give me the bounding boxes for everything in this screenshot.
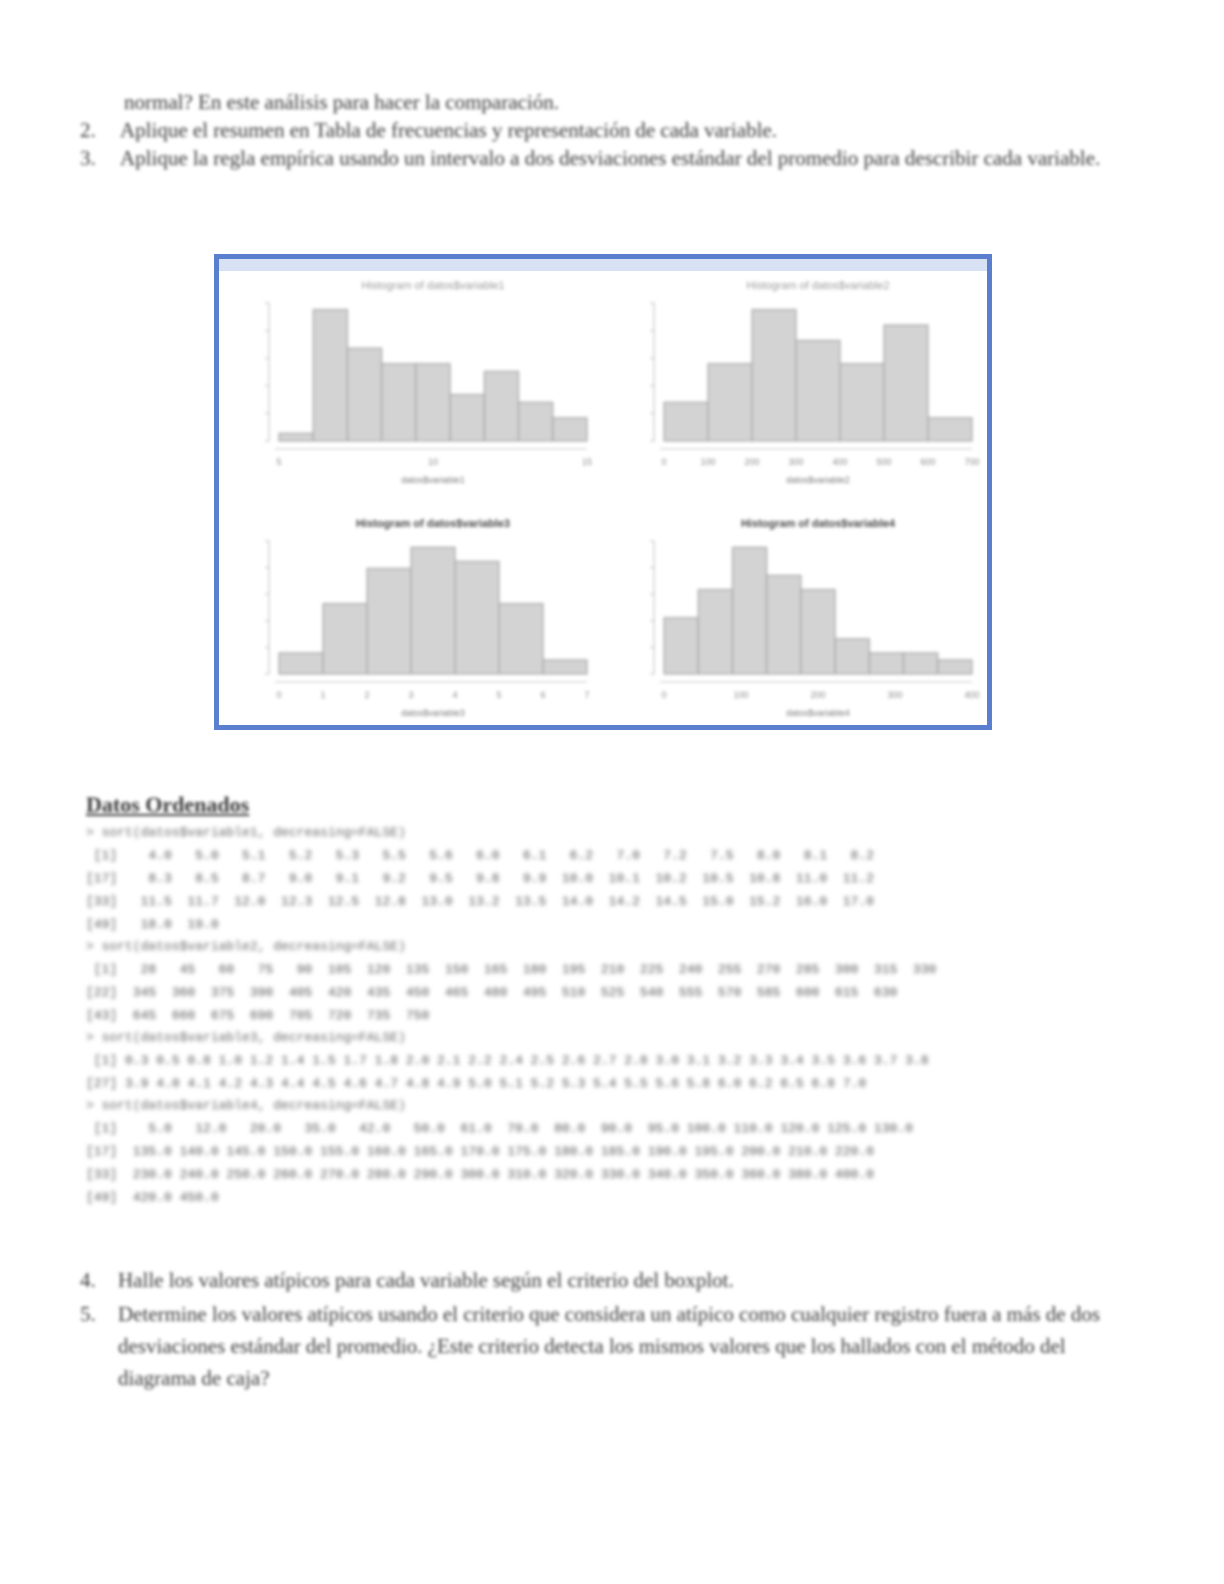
histogram-bar — [484, 371, 518, 441]
histogram-bar — [382, 364, 416, 441]
histogram-bar — [519, 402, 553, 441]
histogram-title: Histogram of datos$variable1 — [361, 280, 505, 292]
histogram-bar — [801, 590, 835, 674]
data-line: [33] 230.0 240.0 250.0 260.0 270.0 280.0 290.0 300.0 310.0 320.0 330.0 340.0 350.0 360.0 380.0 400.0 — [86, 1167, 874, 1182]
x-tick-label: 500 — [876, 457, 892, 467]
histogram-bar — [928, 418, 972, 441]
x-tick-label: 600 — [920, 457, 936, 467]
list-text: Halle los valores atípicos para cada variable según el criterio del boxplot. — [118, 1268, 734, 1292]
data-groups — [86, 822, 1046, 1209]
histogram-bar — [835, 639, 869, 674]
list-text: Determine los valores atípicos usando el criterio que considera un atípico como cualquier registro fuera a más de dos desviaciones estándar del promedio. ¿Este criterio detecta los mismos valores que los hallados con el método del diagrama de caja? — [118, 1302, 1100, 1390]
r-command: > sort(datos$variable2, decreasing=FALSE) — [86, 939, 406, 954]
data-line: [1] 4.0 5.0 5.1 5.2 5.3 5.5 5.6 6.0 6.1 6.2 7.0 7.2 7.5 8.0 8.1 8.2 — [86, 848, 874, 863]
instructions-bottom — [80, 1264, 1140, 1396]
data-line: [49] 18.0 19.0 — [86, 917, 219, 932]
x-axis-label: datos$variable1 — [401, 475, 465, 485]
histogram-bar — [752, 310, 796, 441]
x-tick-label: 0 — [661, 457, 667, 467]
x-tick-label: 700 — [964, 457, 980, 467]
x-tick-label: 200 — [810, 690, 826, 700]
x-tick-label: 400 — [832, 457, 848, 467]
histogram-bar — [499, 604, 543, 674]
x-axis-label: datos$variable2 — [786, 475, 850, 485]
histogram-bar — [664, 618, 698, 674]
x-tick-label: 100 — [700, 457, 716, 467]
data-line: [22] 345 360 375 390 405 420 435 450 465 480 495 510 525 540 555 570 585 600 615 630 — [86, 985, 898, 1000]
histogram-bar — [279, 433, 313, 441]
x-tick-label: 5 — [496, 690, 502, 700]
r-command: > sort(datos$variable3, decreasing=FALSE) — [86, 1030, 406, 1045]
data-line: [1] 0.3 0.5 0.8 1.0 1.2 1.4 1.5 1.7 1.8 2.0 2.1 2.2 2.4 2.5 2.6 2.7 2.8 3.0 3.1 3.2 3.3 3.4 3.5 3.6 3.7 3.8 — [86, 1053, 929, 1068]
data-line: [1] 28 45 60 75 90 105 120 135 150 165 180 195 210 225 240 255 270 285 300 315 330 — [86, 962, 937, 977]
histogram-title: Histogram of datos$variable3 — [355, 518, 511, 530]
histogram-bar — [416, 364, 450, 441]
histogram-bar — [664, 402, 708, 441]
x-tick-label: 400 — [964, 690, 980, 700]
data-line: [17] 8.3 8.5 8.7 9.0 9.1 9.2 9.5 9.8 9.9 10.0 10.1 10.2 10.5 10.8 11.0 11.2 — [86, 871, 874, 886]
histogram-bar — [279, 653, 323, 674]
histogram-bar — [411, 547, 455, 674]
histogram-bar — [938, 660, 972, 674]
histogram-bar — [553, 418, 587, 441]
data-line: [33] 11.5 11.7 12.0 12.3 12.5 12.8 13.0 13.2 13.5 14.0 14.2 14.5 15.0 15.2 16.0 17.0 — [86, 894, 874, 909]
histogram-bar — [698, 590, 732, 674]
x-tick-label: 1 — [320, 690, 326, 700]
x-axis-label: datos$variable3 — [401, 708, 465, 718]
data-line: [27] 3.9 4.0 4.1 4.2 4.3 4.4 4.5 4.6 4.7 4.8 4.9 5.0 5.1 5.2 5.3 5.4 5.5 5.6 5.8 6.0 6.2 6.5 6.8 7.0 — [86, 1076, 867, 1091]
x-axis-label: datos$variable4 — [786, 708, 850, 718]
histogram-figure — [214, 254, 992, 730]
x-tick-label: 5 — [276, 457, 282, 467]
x-tick-label: 300 — [887, 690, 903, 700]
list-item — [80, 1264, 1140, 1296]
r-command: > sort(datos$variable1, decreasing=FALSE) — [86, 825, 406, 840]
list-item — [80, 116, 1140, 144]
data-line: [43] 645 660 675 690 705 720 735 750 — [86, 1008, 430, 1023]
x-tick-label: 10 — [427, 457, 439, 467]
data-line: [49] 420.0 450.0 — [86, 1190, 219, 1205]
data-line: [1] 5.0 12.0 20.0 35.0 42.0 50.0 61.0 70.0 80.0 90.0 95.0 100.0 110.0 120.0 125.0 130.0 — [86, 1121, 913, 1136]
histogram-bar — [450, 395, 484, 441]
histogram-title: Histogram of datos$variable4 — [740, 518, 896, 530]
x-tick-label: 4 — [452, 690, 458, 700]
section-title: Datos Ordenados — [86, 792, 250, 817]
histogram-bar — [455, 561, 499, 674]
histogram-bar — [869, 653, 903, 674]
histogram-grid — [219, 259, 987, 725]
list-text: Aplique el resumen en Tabla de frecuencias y representación de cada variable. — [120, 118, 777, 142]
histogram-bar — [904, 653, 938, 674]
x-tick-label: 200 — [744, 457, 760, 467]
instructions-top — [80, 88, 1140, 172]
x-tick-label: 7 — [584, 690, 590, 700]
x-tick-label: 0 — [661, 690, 667, 700]
histogram-bar — [796, 340, 840, 441]
histogram-bar — [732, 547, 766, 674]
x-tick-label: 2 — [364, 690, 370, 700]
r-command: > sort(datos$variable4, decreasing=FALSE) — [86, 1098, 406, 1113]
data-line: [17] 135.0 140.0 145.0 150.0 155.0 160.0 165.0 170.0 175.0 180.0 185.0 190.0 195.0 200.0 210.0 220.0 — [86, 1144, 874, 1159]
histogram-bar — [840, 364, 884, 441]
histogram-bar — [347, 348, 381, 441]
histogram-title: Histogram of datos$variable2 — [746, 280, 890, 292]
list-item — [80, 1298, 1140, 1394]
list-number: 5. — [80, 1302, 96, 1326]
x-tick-label: 100 — [733, 690, 749, 700]
list-number: 3. — [80, 146, 96, 170]
x-tick-label: 300 — [788, 457, 804, 467]
histogram-bar — [708, 364, 752, 441]
list-continuation: normal? En este análisis para hacer la comparación. — [124, 90, 559, 114]
list-text: Aplique la regla empírica usando un intervalo a dos desviaciones estándar del promedio para describir cada variable. — [120, 146, 1101, 170]
histogram-bar — [767, 575, 801, 674]
histogram-bar — [323, 604, 367, 674]
histogram-bar — [367, 568, 411, 674]
histogram-bar — [884, 325, 928, 441]
x-tick-label: 3 — [408, 690, 414, 700]
histogram-bar — [313, 310, 347, 441]
x-tick-label: 15 — [581, 457, 593, 467]
list-item — [80, 144, 1140, 172]
ordered-data-section — [86, 792, 1046, 1209]
histogram-bar — [543, 660, 587, 674]
list-number: 4. — [80, 1268, 96, 1292]
x-tick-label: 6 — [540, 690, 546, 700]
list-number: 2. — [80, 118, 96, 142]
x-tick-label: 0 — [276, 690, 282, 700]
